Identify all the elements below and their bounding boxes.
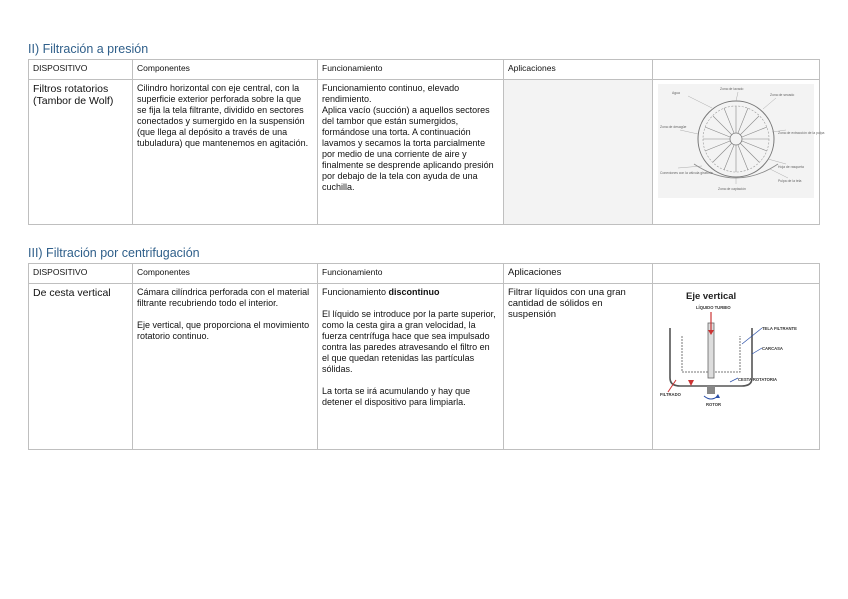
applications-cell: Filtrar líquidos con una gran cantidad de sólidos en suspensión bbox=[504, 284, 653, 450]
device-cell: Filtros rotatorios (Tambor de Wolf) bbox=[29, 80, 133, 225]
header-applications: Aplicaciones bbox=[504, 60, 653, 80]
device-cell: De cesta vertical bbox=[29, 284, 133, 450]
header-functioning: Funcionamiento bbox=[318, 60, 504, 80]
header-device: DISPOSITIVO bbox=[29, 60, 133, 80]
components-paragraph-2: Eje vertical, que proporciona el movimiento rotatorio continuo. bbox=[137, 320, 310, 341]
functioning-cell: Funcionamiento continuo, elevado rendimiento. Aplica vacío (succión) a aquellos sectores del tambor que están sumergidos, formándose una torta. A continuación lavamos y secamos la torta parcialmente por medio de una corriente de aire y finalmente se desprende aplicando presión por debajo de la tela con ayuda de una cuchilla. bbox=[318, 80, 504, 225]
label-filter-cloth: TELA FILTRANTE bbox=[762, 326, 797, 331]
functioning-paragraph-3: La torta se irá acumulando y hay que detener el dispositivo para limpiarla. bbox=[322, 386, 471, 407]
label-scraper-blade: Hoja de rasqueta bbox=[778, 165, 804, 169]
applications-cell bbox=[504, 80, 653, 225]
label-cloth-pulp: Pulpa de la tela bbox=[778, 179, 802, 183]
functioning-paragraph-1 bbox=[322, 287, 499, 298]
header-image bbox=[653, 60, 820, 80]
label-drying-zone: Zona de secado bbox=[770, 93, 795, 97]
functioning-paragraph-2: El líquido se introduce por la parte superior, como la cesta gira a gran velocidad, la fuerza centrífuga hace que sea impulsado contra las paredes atravesando el filtro en el que quedan retenidas las partículas sólidas. bbox=[322, 309, 496, 374]
label-washing-zone: Zona de lavado bbox=[720, 87, 744, 91]
components-cell bbox=[133, 284, 318, 450]
diagram-title: Eje vertical bbox=[686, 291, 737, 302]
label-casing: CARCASA bbox=[762, 346, 783, 351]
header-device: DISPOSITIVO bbox=[29, 264, 133, 284]
label-rotor: ROTOR bbox=[706, 402, 722, 407]
pressure-filtration-table bbox=[28, 59, 825, 225]
label-extraction-zone: Zona de extracción de la pulpa bbox=[778, 131, 825, 135]
header-applications: Aplicaciones bbox=[504, 264, 653, 284]
header-image bbox=[653, 264, 820, 284]
table-row bbox=[29, 80, 820, 225]
vertical-basket-illustration bbox=[658, 288, 814, 406]
functioning-prefix: Funcionamiento bbox=[322, 287, 389, 297]
image-cell bbox=[653, 80, 825, 225]
components-paragraph-1: Cámara cilíndrica perforada con el material filtrante recubriendo todo el interior. bbox=[137, 287, 310, 308]
table-header-row bbox=[29, 264, 820, 284]
components-cell: Cilindro horizontal con eje central, con la superficie exterior perforada sobre la que se fija la tela filtrante, dividido en sectores conectados y sumergido en la suspensión (que llega al depósito a través de una tubuladura) que mantenemos en agitación. bbox=[133, 80, 318, 225]
section-3-title: III) Filtración por centrifugación bbox=[28, 246, 200, 260]
image-cell bbox=[653, 284, 820, 450]
header-components: Componentes bbox=[133, 264, 318, 284]
centrifugation-table bbox=[28, 263, 820, 450]
label-rotating-basket: CESTA ROTATORIA bbox=[738, 377, 778, 382]
label-turbid-liquid: LÍQUIDO TURBIO bbox=[696, 305, 731, 310]
label-filtrate: FILTRADO bbox=[660, 392, 681, 397]
vertical-basket-diagram bbox=[658, 288, 814, 406]
header-components: Componentes bbox=[133, 60, 318, 80]
label-capture-zone: Zona de captación bbox=[718, 187, 746, 191]
label-water: Agua bbox=[672, 91, 680, 95]
label-drain-zone: Zona de desagüe bbox=[660, 125, 687, 129]
table-header-row bbox=[29, 60, 820, 80]
label-valve-connections: Conexiones con la válvula giratoria bbox=[660, 171, 713, 175]
rotary-drum-illustration bbox=[658, 84, 825, 198]
rotary-drum-diagram bbox=[658, 84, 825, 198]
functioning-cell bbox=[318, 284, 504, 450]
table-row bbox=[29, 284, 820, 450]
functioning-bold: discontinuo bbox=[388, 287, 440, 297]
section-2-title: II) Filtración a presión bbox=[28, 42, 149, 56]
header-functioning: Funcionamiento bbox=[318, 264, 504, 284]
